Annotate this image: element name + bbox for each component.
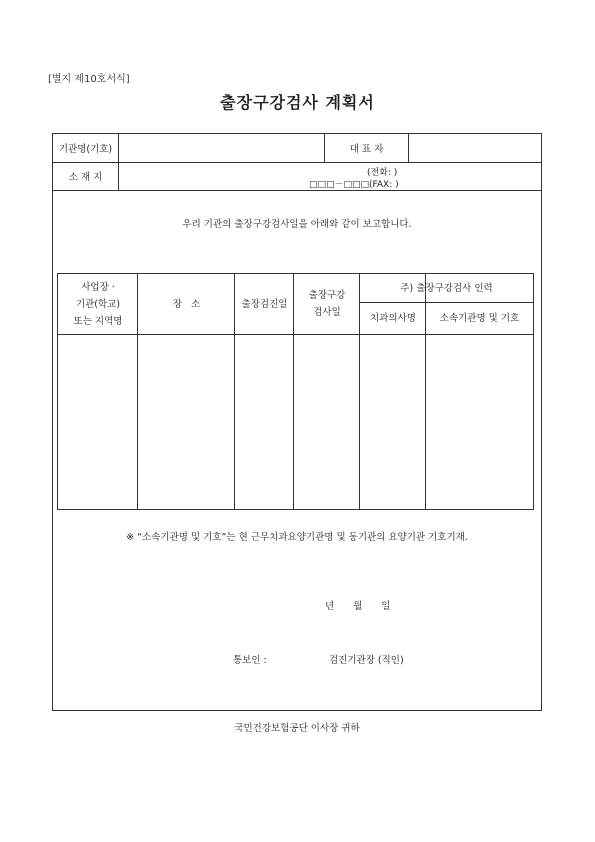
header-staff: 주) 출장구강검사 인력 xyxy=(400,282,493,294)
header-affiliation: 소속기관명 및 기호 xyxy=(439,312,520,324)
header-examiner: 출장구강 검사일 xyxy=(308,290,346,318)
header-dentist: 치과의사명 xyxy=(370,312,416,324)
document-title: 출장구강검사 계획서 xyxy=(220,93,375,112)
fax-label: □□□－□□□(FAX: ) xyxy=(309,180,399,190)
signature-block xyxy=(233,652,404,666)
header-place: 장 소 xyxy=(172,298,201,310)
reporter-label: 통보인 : xyxy=(233,655,267,666)
table-cell-dentist[interactable] xyxy=(360,335,426,509)
date-line: 년 월 일 xyxy=(325,601,391,612)
address-label: 소 재 지 xyxy=(53,162,119,190)
table-cell-site[interactable] xyxy=(58,335,138,509)
address-value-cell[interactable] xyxy=(119,162,541,190)
org-row xyxy=(53,134,541,163)
representative-value-cell[interactable] xyxy=(409,134,541,162)
address-row xyxy=(53,162,541,191)
footnote: ※ “소속기관명 및 기호”는 현 근무치과요양기관명 및 동기관의 요양기관 기호기재. xyxy=(126,532,468,543)
addressee: 국민건강보험공단 이사장 귀하 xyxy=(234,723,360,734)
phone-label: (전화: ) xyxy=(367,168,398,178)
table-cell-affiliation[interactable] xyxy=(426,335,533,509)
form-frame xyxy=(52,133,542,734)
header-site: 사업장 · 기관(학교) 또는 지역명 xyxy=(73,281,123,327)
org-value-cell[interactable] xyxy=(119,134,325,162)
representative-label: 대 표 자 xyxy=(325,134,409,162)
intro-text: 우리 기관의 출장구강검사일을 아래와 같이 보고합니다. xyxy=(182,219,412,230)
reporter-value: 검진기관장 (직인) xyxy=(329,655,404,666)
form-reference: [별지 제10호서식] xyxy=(48,74,130,85)
table-cell-date[interactable] xyxy=(235,335,294,509)
table-cell-place[interactable] xyxy=(138,335,235,509)
table-cell-examiner[interactable] xyxy=(294,335,360,509)
org-label: 기관명(기호) xyxy=(53,134,119,162)
header-date: 출장검진일 xyxy=(241,298,288,310)
schedule-table xyxy=(57,273,534,510)
